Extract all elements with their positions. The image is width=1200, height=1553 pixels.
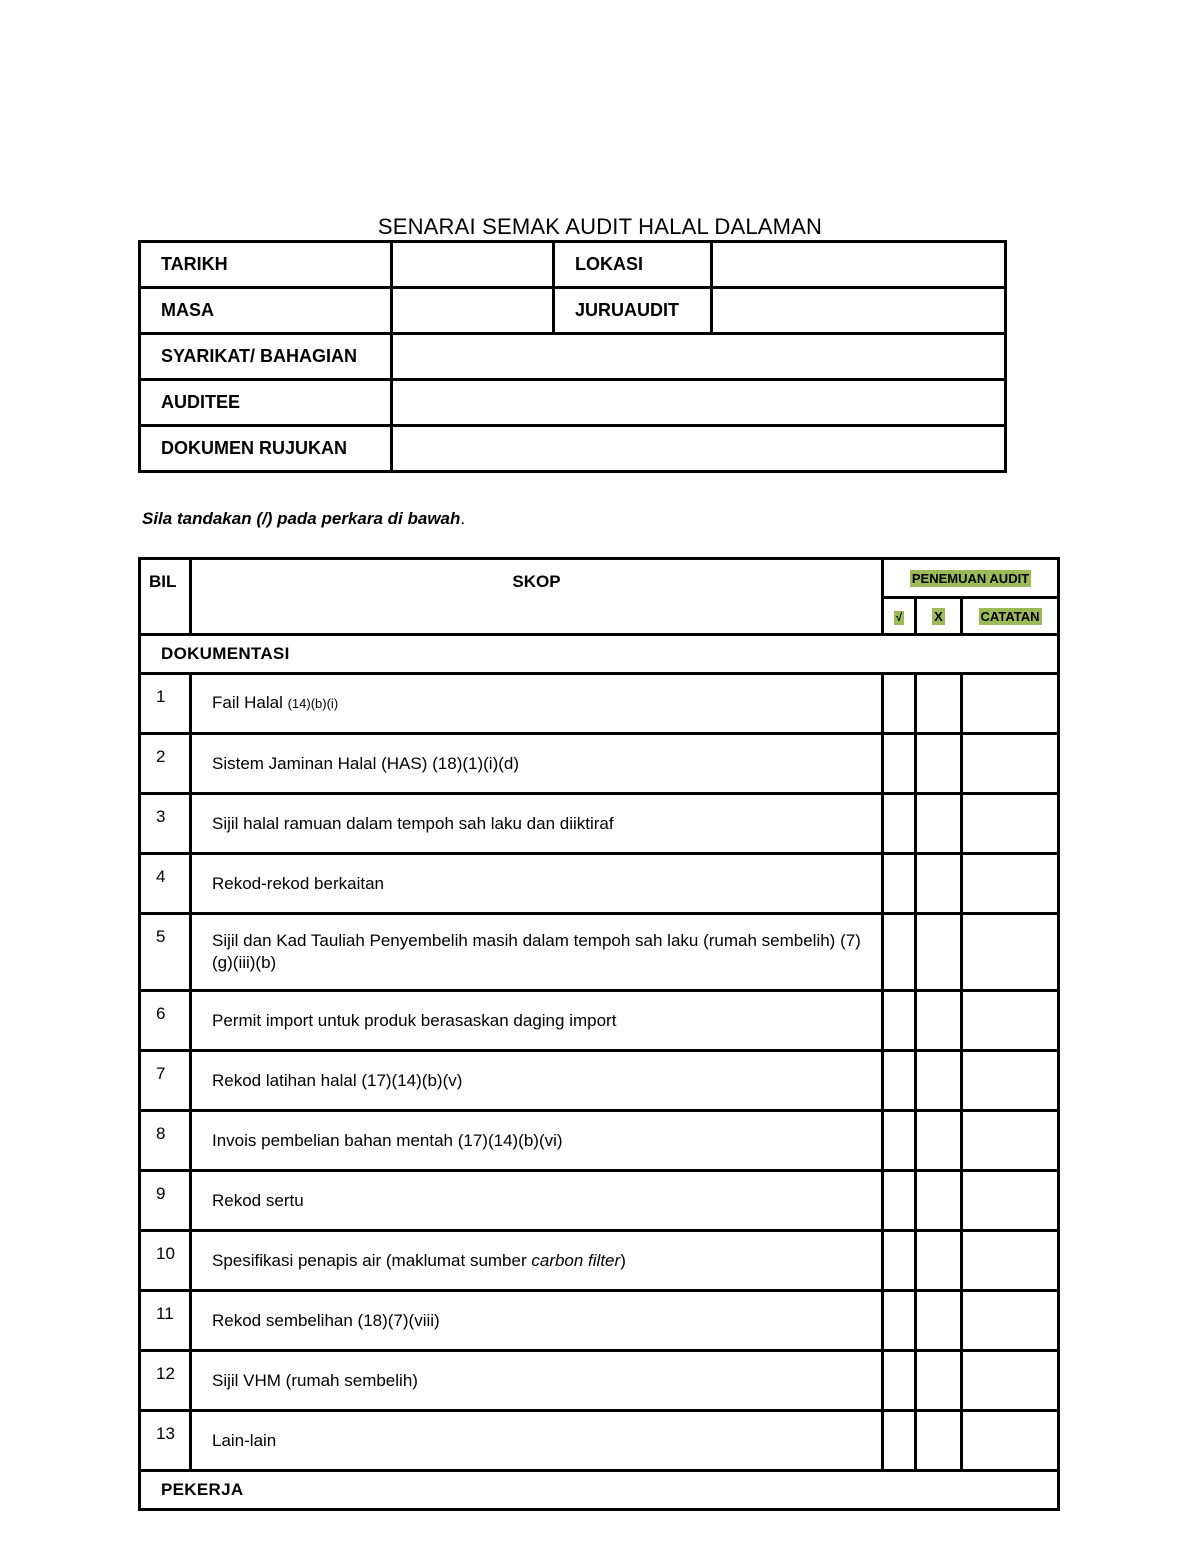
item-number: 5 (140, 914, 191, 991)
catatan-cell[interactable] (962, 1171, 1059, 1231)
table-row (140, 914, 1059, 991)
table-row (140, 674, 1059, 734)
syarikat-field[interactable] (392, 334, 1006, 380)
syarikat-label: SYARIKAT/ BAHAGIAN (140, 334, 392, 380)
instruction-period: . (460, 509, 466, 528)
item-number: 4 (140, 854, 191, 914)
item-text-end: ) (620, 1250, 626, 1270)
catatan-cell[interactable] (962, 1111, 1059, 1171)
tick-cell[interactable] (883, 991, 916, 1051)
table-row (140, 1111, 1059, 1171)
juruaudit-field[interactable] (712, 288, 1006, 334)
item-scope (191, 794, 883, 854)
tick-cell[interactable] (883, 914, 916, 991)
item-text: Fail Halal (212, 693, 283, 712)
table-row (140, 991, 1059, 1051)
dokumen-field[interactable] (392, 426, 1006, 472)
cross-cell[interactable] (916, 1051, 962, 1111)
cross-cell[interactable] (916, 794, 962, 854)
cross-cell[interactable] (916, 914, 962, 991)
item-number: 12 (140, 1351, 191, 1411)
item-number: 10 (140, 1231, 191, 1291)
tick-cell[interactable] (883, 1171, 916, 1231)
item-text: Sistem Jaminan Halal (HAS) (18)(1)(i)(d) (212, 753, 520, 773)
table-row (140, 1051, 1059, 1111)
item-number: 7 (140, 1051, 191, 1111)
tick-cell[interactable] (883, 1051, 916, 1111)
tick-cell[interactable] (883, 794, 916, 854)
catatan-cell[interactable] (962, 1291, 1059, 1351)
catatan-cell[interactable] (962, 991, 1059, 1051)
section-dokumentasi: DOKUMENTASI (140, 635, 1059, 674)
catatan-cell[interactable] (962, 1351, 1059, 1411)
cross-cell[interactable] (916, 1291, 962, 1351)
catatan-cell[interactable] (962, 734, 1059, 794)
item-number: 8 (140, 1111, 191, 1171)
cross-cell[interactable] (916, 734, 962, 794)
item-scope (191, 991, 883, 1051)
item-reference: (14)(b)(i) (287, 696, 339, 711)
cross-cell[interactable] (916, 1111, 962, 1171)
penemuan-audit-label: PENEMUAN AUDIT (911, 571, 1030, 586)
item-number: 1 (140, 674, 191, 734)
cross-cell[interactable] (916, 991, 962, 1051)
item-text: Rekod-rekod berkaitan (212, 873, 384, 893)
item-scope (191, 1171, 883, 1231)
lokasi-field[interactable] (712, 242, 1006, 288)
item-scope (191, 734, 883, 794)
header-bil: BIL (140, 559, 191, 635)
item-scope (191, 1051, 883, 1111)
header-penemuan-audit (883, 559, 1059, 598)
dokumen-label: DOKUMEN RUJUKAN (140, 426, 392, 472)
lokasi-label: LOKASI (554, 242, 712, 288)
item-scope (191, 1351, 883, 1411)
item-text: Invois pembelian bahan mentah (17)(14)(b)(vi) (212, 1130, 563, 1150)
item-scope (191, 1111, 883, 1171)
item-scope (191, 1411, 883, 1471)
catatan-cell[interactable] (962, 674, 1059, 734)
item-text: Rekod sembelihan (18)(7)(viii) (212, 1310, 440, 1330)
item-number: 3 (140, 794, 191, 854)
catatan-cell[interactable] (962, 854, 1059, 914)
cross-cell[interactable] (916, 1351, 962, 1411)
cross-cell[interactable] (916, 854, 962, 914)
masa-field[interactable] (392, 288, 554, 334)
item-text: Permit import untuk produk berasaskan daging import (212, 1010, 617, 1030)
item-number: 11 (140, 1291, 191, 1351)
auditee-label: AUDITEE (140, 380, 392, 426)
table-row (140, 734, 1059, 794)
header-cross (916, 598, 962, 635)
header-catatan (962, 598, 1059, 635)
catatan-cell[interactable] (962, 914, 1059, 991)
table-row (140, 794, 1059, 854)
catatan-cell[interactable] (962, 1231, 1059, 1291)
table-row (140, 854, 1059, 914)
tick-cell[interactable] (883, 674, 916, 734)
item-scope (191, 1291, 883, 1351)
item-text: Spesifikasi penapis air (maklumat sumber (212, 1250, 532, 1270)
tarikh-label: TARIKH (140, 242, 392, 288)
table-row (140, 1171, 1059, 1231)
checklist-table (138, 557, 1060, 1511)
item-scope (191, 914, 883, 991)
table-row (140, 1351, 1059, 1411)
catatan-cell[interactable] (962, 1411, 1059, 1471)
tick-cell[interactable] (883, 1351, 916, 1411)
item-number: 9 (140, 1171, 191, 1231)
catatan-cell[interactable] (962, 794, 1059, 854)
tick-cell[interactable] (883, 1111, 916, 1171)
item-text: Rekod latihan halal (17)(14)(b)(v) (212, 1070, 463, 1090)
tick-cell[interactable] (883, 1291, 916, 1351)
item-italic-text: carbon filter (531, 1250, 621, 1270)
tick-cell[interactable] (883, 854, 916, 914)
header-tick (883, 598, 916, 635)
cross-cell[interactable] (916, 1171, 962, 1231)
item-number: 13 (140, 1411, 191, 1471)
tarikh-field[interactable] (392, 242, 554, 288)
tick-cell[interactable] (883, 734, 916, 794)
masa-label: MASA (140, 288, 392, 334)
item-text: Sijil VHM (rumah sembelih) (212, 1370, 418, 1390)
section-pekerja: PEKERJA (140, 1471, 1059, 1510)
item-scope (191, 674, 883, 734)
table-row (140, 1471, 1059, 1510)
cross-cell[interactable] (916, 674, 962, 734)
cross-cell[interactable] (916, 1231, 962, 1291)
tick-cell[interactable] (883, 1411, 916, 1471)
item-number: 2 (140, 734, 191, 794)
item-text: Sijil halal ramuan dalam tempoh sah laku dan diiktiraf (212, 813, 614, 833)
tick-label: √ (895, 612, 903, 624)
page-title: SENARAI SEMAK AUDIT HALAL DALAMAN (377, 214, 823, 239)
item-scope (191, 854, 883, 914)
item-text: Lain-lain (212, 1430, 277, 1450)
cross-cell[interactable] (916, 1411, 962, 1471)
table-row (140, 1291, 1059, 1351)
cross-label: X (934, 609, 943, 624)
header-skop: SKOP (191, 559, 883, 635)
table-row (140, 1411, 1059, 1471)
table-row (140, 1231, 1059, 1291)
auditee-field[interactable] (392, 380, 1006, 426)
item-scope (191, 1231, 883, 1291)
juruaudit-label: JURUAUDIT (554, 288, 712, 334)
instruction-text (142, 509, 465, 529)
item-text: Sijil dan Kad Tauliah Penyembelih masih dalam tempoh sah laku (rumah sembelih) (7)(g)(iii)(b) (212, 931, 861, 972)
instruction-main: Sila tandakan (/) pada perkara di bawah (142, 509, 461, 528)
tick-cell[interactable] (883, 1231, 916, 1291)
item-number: 6 (140, 991, 191, 1051)
item-text: Rekod sertu (212, 1190, 304, 1210)
audit-info-table (138, 240, 1007, 473)
catatan-label: CATATAN (980, 609, 1040, 624)
catatan-cell[interactable] (962, 1051, 1059, 1111)
